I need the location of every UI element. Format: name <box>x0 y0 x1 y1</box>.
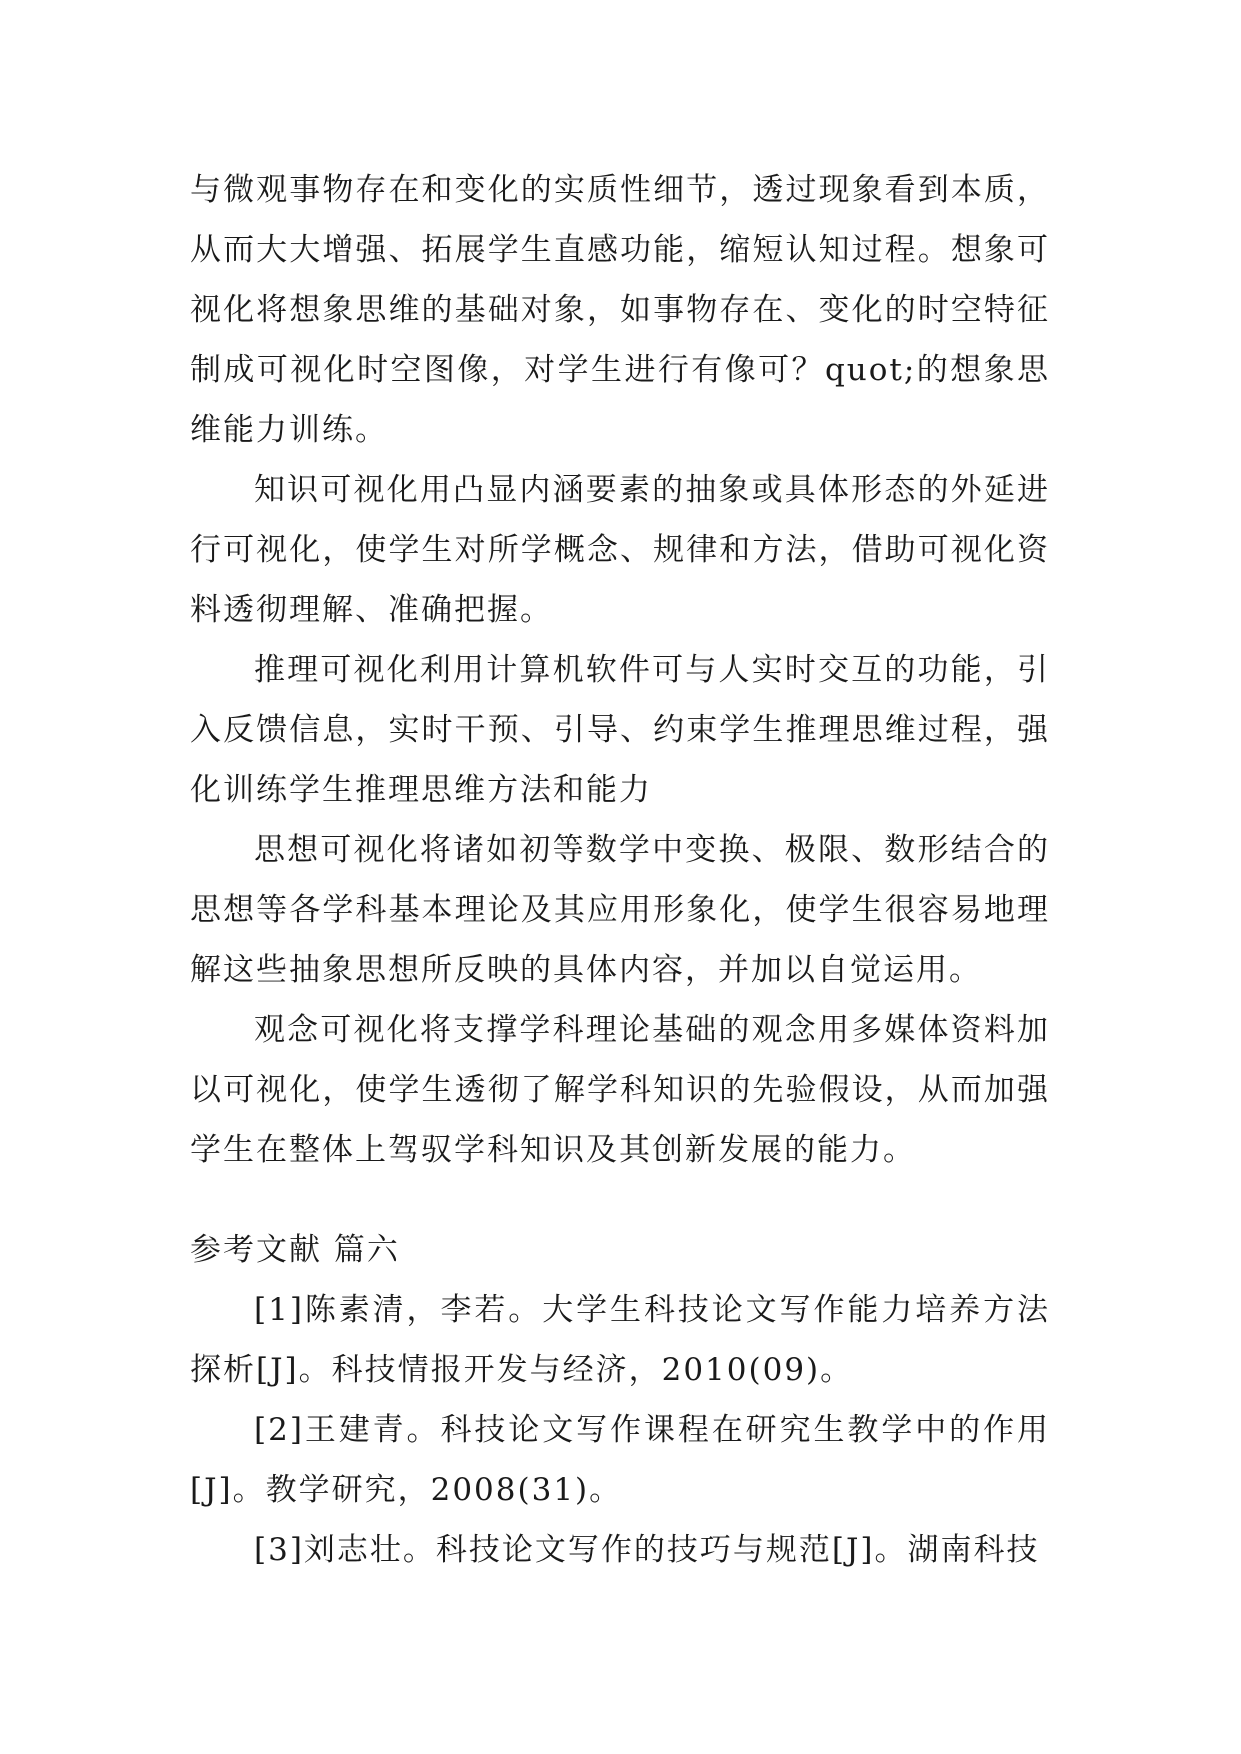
body-paragraph: 思想可视化将诸如初等数学中变换、极限、数形结合的思想等各学科基本理论及其应用形象化，使学生很容易地理解这些抽象思想所反映的具体内容，并加以自觉运用。 <box>190 832 1050 988</box>
document-body <box>190 160 1050 1580</box>
reference-item: [1]陈素清，李若。大学生科技论文写作能力培养方法探析[J]。科技情报开发与经济，2010(09)。 <box>190 1292 1050 1388</box>
body-paragraph: 与微观事物存在和变化的实质性细节，透过现象看到本质，从而大大增强、拓展学生直感功能，缩短认知过程。想象可视化将想象思维的基础对象，如事物存在、变化的时空特征制成可视化时空图像，对学生进行有像可？quot;的想象思维能力训练。 <box>190 172 1050 448</box>
body-paragraph: 推理可视化利用计算机软件可与人实时交互的功能，引入反馈信息，实时干预、引导、约束学生推理思维过程，强化训练学生推理思维方法和能力 <box>190 652 1050 808</box>
body-paragraph: 知识可视化用凸显内涵要素的抽象或具体形态的外延进行可视化，使学生对所学概念、规律和方法，借助可视化资料透彻理解、准确把握。 <box>190 472 1050 628</box>
body-paragraph: 观念可视化将支撑学科理论基础的观念用多媒体资料加以可视化，使学生透彻了解学科知识的先验假设，从而加强学生在整体上驾驭学科知识及其创新发展的能力。 <box>190 1012 1050 1168</box>
references-heading: 参考文献 篇六 <box>190 1232 400 1268</box>
reference-item: [3]刘志壮。科技论文写作的技巧与规范[J]。湖南科技 <box>254 1532 1040 1568</box>
reference-item: [2]王建青。科技论文写作课程在研究生教学中的作用[J]。教学研究，2008(31)。 <box>190 1412 1050 1508</box>
